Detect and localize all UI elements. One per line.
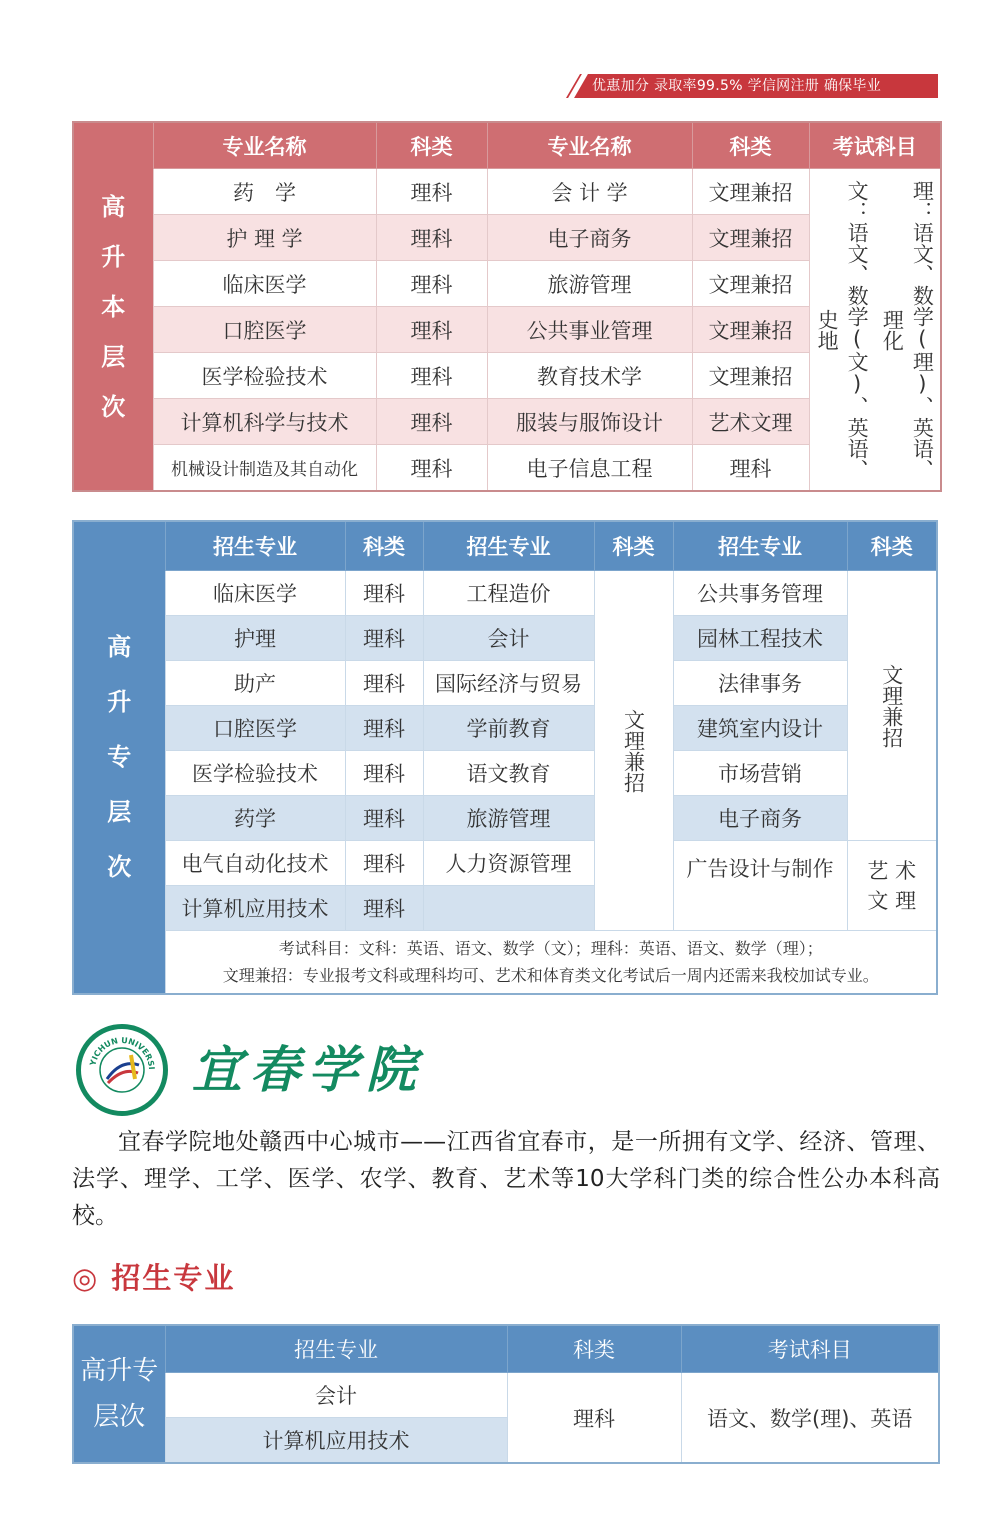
exam-cell: 语文、数学(理)、英语 [681, 1373, 939, 1464]
major-cell: 教育技术学 [487, 353, 692, 399]
type-cell: 文理兼招 [692, 353, 809, 399]
type-cell: 艺术文理 [692, 399, 809, 445]
table-row [73, 706, 937, 751]
junior-side-label [73, 521, 165, 994]
major-cell: 会计 [423, 616, 594, 661]
header-type: 科类 [345, 521, 423, 571]
exam-note-line2: 文理兼招：专业报考文科或理科均可、艺术和体育类文化考试后一周内还需来我校加试专业。 [222, 966, 879, 985]
table-row [73, 571, 937, 616]
table-row [73, 169, 941, 215]
header-major: 专业名称 [153, 122, 376, 169]
type-cell: 理科 [507, 1373, 681, 1464]
header-type: 科类 [507, 1325, 681, 1373]
major-cell: 语文教育 [423, 751, 594, 796]
table-row [73, 1373, 939, 1418]
major-cell: 医学检验技术 [153, 353, 376, 399]
type-cell: 理科 [376, 399, 487, 445]
major-cell: 临床医学 [153, 261, 376, 307]
major-cell: 学前教育 [423, 706, 594, 751]
exam-li: 理：语文、数学(理)、英语、理化 [880, 179, 935, 480]
major-cell: 广告设计与制作 [673, 841, 847, 931]
university-logo [76, 1024, 168, 1116]
major-cell: 旅游管理 [423, 796, 594, 841]
major-cell: 工程造价 [423, 571, 594, 616]
type-cell: 理科 [376, 353, 487, 399]
major-cell: 园林工程技术 [673, 616, 847, 661]
type-cell: 理科 [376, 215, 487, 261]
major-cell: 服装与服饰设计 [487, 399, 692, 445]
header-type: 科类 [594, 521, 673, 571]
type-cell: 文理兼招 [692, 169, 809, 215]
header-type: 科类 [847, 521, 937, 571]
type-cell: 理科 [692, 445, 809, 492]
major-cell: 法律事务 [673, 661, 847, 706]
header-type: 科类 [376, 122, 487, 169]
side-label-char: 本 [101, 292, 126, 321]
side-label-char: 次 [101, 392, 126, 421]
header-major: 招生专业 [165, 1325, 507, 1373]
major-cell: 计算机科学与技术 [153, 399, 376, 445]
type-cell-art: 艺 术 文 理 [847, 841, 937, 931]
header-major: 招生专业 [165, 521, 345, 571]
side-label-char: 层 [107, 798, 132, 826]
type-cell: 理科 [345, 616, 423, 661]
type-cell: 理科 [376, 445, 487, 492]
table-row [73, 841, 937, 886]
side-label-char: 专 [107, 743, 132, 771]
header-exam: 考试科目 [809, 122, 941, 169]
logo-text: YICHUN UNIVERSI [88, 1035, 157, 1070]
major-cell: 医学检验技术 [165, 751, 345, 796]
table-row [73, 751, 937, 796]
yichun-side-label: 高升专层次 [73, 1325, 165, 1463]
table-row [73, 661, 937, 706]
major-cell: 计算机应用技术 [165, 886, 345, 931]
type-cell: 理科 [376, 169, 487, 215]
major-cell: 电子商务 [487, 215, 692, 261]
undergrad-table [72, 121, 942, 492]
major-cell: 药学 [165, 796, 345, 841]
undergrad-side-label [73, 122, 153, 491]
type-cell: 理科 [345, 841, 423, 886]
type-cell: 理科 [345, 886, 423, 931]
header-type: 科类 [692, 122, 809, 169]
svg-text:YICHUN UNIVERSITY [81, 1029, 156, 1070]
major-cell: 电气自动化技术 [165, 841, 345, 886]
side-label-char: 升 [101, 242, 126, 271]
side-label-char: 高 [107, 633, 132, 661]
header-major: 专业名称 [487, 122, 692, 169]
side-label-char: 高 [101, 192, 126, 221]
major-cell: 口腔医学 [153, 307, 376, 353]
major-cell: 计算机应用技术 [165, 1418, 507, 1464]
banner-text: 优惠加分 录取率99.5% 学信网注册 确保毕业 [592, 78, 882, 94]
school-name: 宜春学院 [192, 1040, 424, 1099]
logo-emblem-icon [81, 1029, 163, 1111]
major-cell: 会 计 学 [487, 169, 692, 215]
major-cell: 护理 [165, 616, 345, 661]
side-label-char: 升 [107, 688, 132, 716]
side-label-char: 次 [107, 853, 132, 881]
major-cell: 助产 [165, 661, 345, 706]
header-major: 招生专业 [673, 521, 847, 571]
major-cell: 临床医学 [165, 571, 345, 616]
major-cell: 国际经济与贸易 [423, 661, 594, 706]
type-cell: 理科 [345, 661, 423, 706]
major-cell: 会计 [165, 1373, 507, 1418]
type-cell: 理科 [345, 796, 423, 841]
major-cell: 药 学 [153, 169, 376, 215]
header-exam: 考试科目 [681, 1325, 939, 1373]
header-major: 招生专业 [423, 521, 594, 571]
type-cell-merged: 文理兼招 [594, 571, 673, 931]
major-cell: 旅游管理 [487, 261, 692, 307]
exam-note-line1: 考试科目：文科：英语、语文、数学（文）；理科：英语、语文、数学（理）； [278, 939, 823, 958]
table-row [73, 616, 937, 661]
major-cell: 电子商务 [673, 796, 847, 841]
table-row [73, 796, 937, 841]
major-cell: 护 理 学 [153, 215, 376, 261]
type-cell: 理科 [345, 706, 423, 751]
major-cell: 公共事业管理 [487, 307, 692, 353]
major-cell: 机械设计制造及其自动化 [153, 445, 376, 492]
exam-subjects-cell [809, 169, 941, 492]
type-cell: 理科 [376, 261, 487, 307]
major-cell: 人力资源管理 [423, 841, 594, 886]
yichun-majors-table [72, 1324, 940, 1464]
major-cell: 建筑室内设计 [673, 706, 847, 751]
exam-note [165, 931, 937, 995]
major-cell [423, 886, 594, 931]
major-cell: 公共事务管理 [673, 571, 847, 616]
major-cell: 口腔医学 [165, 706, 345, 751]
major-cell: 市场营销 [673, 751, 847, 796]
junior-college-table [72, 520, 938, 995]
type-cell: 文理兼招 [692, 261, 809, 307]
section-title: ◎ 招生专业 [72, 1261, 236, 1295]
type-cell: 理科 [345, 751, 423, 796]
school-intro: 宜春学院地处赣西中心城市——江西省宜春市，是一所拥有文学、经济、管理、法学、理学、工学、医学、农学、教育、艺术等10大学科门类的综合性公办本科高校。 [72, 1129, 940, 1229]
type-cell-merged: 文理兼招 [847, 571, 937, 841]
type-cell: 理科 [345, 571, 423, 616]
type-cell: 文理兼招 [692, 215, 809, 261]
major-cell: 电子信息工程 [487, 445, 692, 492]
side-label-char: 层 [101, 342, 126, 371]
type-cell: 文理兼招 [692, 307, 809, 353]
type-cell: 理科 [376, 307, 487, 353]
exam-wen: 文：语文、数学(文)、英语、史地 [815, 179, 870, 480]
